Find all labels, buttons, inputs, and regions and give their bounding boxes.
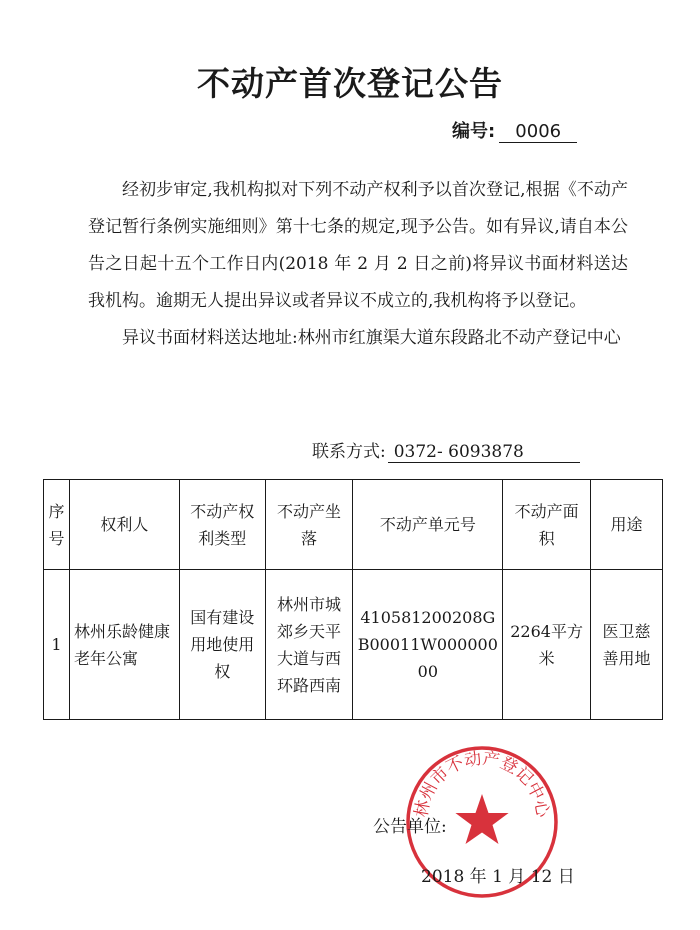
- cell-area: 2264平方米: [503, 570, 591, 720]
- table-row: [44, 570, 663, 720]
- contact-info: [312, 437, 580, 463]
- objection-address-paragraph: 异议书面材料送达地址:林州市红旗渠大道东段路北不动产登记中心: [122, 328, 621, 348]
- issuing-unit-label: 公告单位:: [373, 817, 447, 837]
- seal-text: 林州市不动产登记中心: [411, 748, 553, 819]
- header-area: 不动产面积: [503, 480, 591, 570]
- header-usage: 用途: [591, 480, 663, 570]
- cell-unit-number: 410581200208GB00011W00000000: [353, 570, 503, 720]
- cell-right-type: 国有建设用地使用权: [179, 570, 265, 720]
- contact-label: 联系方式:: [312, 442, 386, 462]
- table-header-row: [44, 480, 663, 570]
- header-right-type: 不动产权利类型: [179, 480, 265, 570]
- header-holder: 权利人: [69, 480, 179, 570]
- cell-holder: 林州乐龄健康老年公寓: [69, 570, 179, 720]
- document-number: [452, 117, 577, 143]
- header-serial: 序号: [44, 480, 70, 570]
- header-unit-number: 不动产单元号: [353, 480, 503, 570]
- cell-location: 林州市城郊乡天平大道与西环路西南: [265, 570, 353, 720]
- document-number-label: 编号:: [452, 121, 496, 142]
- cell-serial: 1: [44, 570, 70, 720]
- notice-title: 不动产首次登记公告: [197, 64, 503, 103]
- issue-date: 2018 年 1 月 12 日: [421, 867, 575, 887]
- seal-star-icon: [455, 794, 508, 844]
- notice-body: [88, 172, 628, 357]
- registration-table: [43, 479, 663, 720]
- header-location: 不动产坐落: [265, 480, 353, 570]
- document-number-value: 0006: [499, 121, 577, 143]
- contact-phone: 0372- 6093878: [388, 442, 580, 463]
- notice-paragraph: 经初步审定,我机构拟对下列不动产权利予以首次登记,根据《不动产登记暂行条例实施细则》第十七条的规定,现予公告。如有异议,请自本公告之日起十五个工作日内(2018 年 2 月 2 日之前)将异议书面材料送达我机构。逾期无人提出异议或者异议不成立的,我机构将予以登记。: [88, 180, 628, 311]
- cell-usage: 医卫慈善用地: [591, 570, 663, 720]
